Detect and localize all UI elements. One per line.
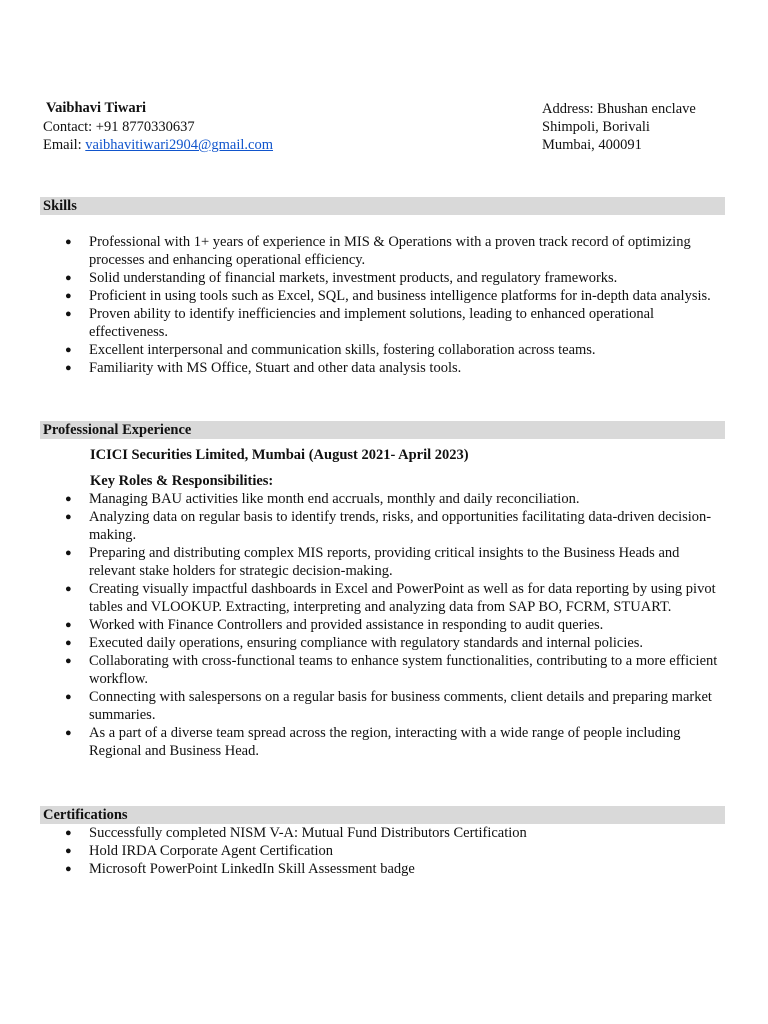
responsibilities-list — [40, 490, 720, 760]
email-link[interactable]: vaibhavitiwari2904@gmail.com — [85, 137, 274, 153]
skill-item: ● Proficient in using tools such as Excel, SQL, and business intelligence platforms for in-depth data analysis. — [40, 287, 720, 305]
experience-heading: Professional Experience — [43, 422, 192, 438]
responsibility-item: ● Collaborating with cross-functional teams to enhance system functionalities, contributing to a more efficient workflow. — [40, 652, 720, 688]
roles-heading: Key Roles & Responsibilities: — [90, 473, 274, 489]
contact-label: Contact: — [43, 119, 96, 135]
responsibility-item: ● As a part of a diverse team spread across the region, interacting with a wide range of people including Regional and Business Head. — [40, 724, 720, 760]
certifications-heading: Certifications — [43, 807, 128, 823]
certification-item: ● Microsoft PowerPoint LinkedIn Skill Assessment badge — [40, 860, 720, 878]
skill-item: ● Familiarity with MS Office, Stuart and other data analysis tools. — [40, 359, 720, 377]
skill-item: ● Solid understanding of financial markets, investment products, and regulatory frameworks. — [40, 269, 720, 287]
address-line: Mumbai, 400091 — [542, 137, 642, 153]
responsibility-item: ● Worked with Finance Controllers and provided assistance in responding to audit queries. — [40, 616, 720, 634]
skills-list — [40, 233, 720, 377]
skill-item: ● Excellent interpersonal and communication skills, fostering collaboration across teams. — [40, 341, 720, 359]
skills-section-header — [40, 197, 725, 215]
contact-line — [43, 118, 273, 136]
certifications-list — [40, 824, 720, 878]
certification-item: ● Successfully completed NISM V-A: Mutual Fund Distributors Certification — [40, 824, 720, 842]
certification-item: ● Hold IRDA Corporate Agent Certification — [40, 842, 720, 860]
address-line: Address: Bhushan enclave — [542, 101, 696, 117]
email-label: Email: — [43, 137, 86, 153]
skill-item: ● Professional with 1+ years of experience in MIS & Operations with a proven track record of optimizing processes and enhancing operational efficiency. — [40, 233, 720, 269]
phone-number: +91 8770330637 — [95, 119, 195, 135]
email-line — [43, 136, 273, 154]
responsibility-item: ● Preparing and distributing complex MIS reports, providing critical insights to the Business Heads and relevant stake holders for strategic decision-making. — [40, 544, 720, 580]
contact-block — [43, 118, 273, 154]
skills-heading: Skills — [43, 198, 77, 214]
candidate-name: Vaibhavi Tiwari — [46, 100, 147, 116]
responsibility-item: ● Creating visually impactful dashboards in Excel and PowerPoint as well as for data reporting by using pivot tables and VLOOKUP. Extracting, interpreting and analyzing data from SAP BO, FCRM, STUART. — [40, 580, 720, 616]
responsibility-item: ● Executed daily operations, ensuring compliance with regulatory standards and internal policies. — [40, 634, 720, 652]
responsibility-item: ● Managing BAU activities like month end accruals, monthly and daily reconciliation. — [40, 490, 720, 508]
responsibility-item: ● Connecting with salespersons on a regular basis for business comments, client details and preparing market summaries. — [40, 688, 720, 724]
certifications-section-header — [40, 806, 725, 824]
address-line: Shimpoli, Borivali — [542, 119, 650, 135]
responsibility-item: ● Analyzing data on regular basis to identify trends, risks, and opportunities facilitating data-driven decision-making. — [40, 508, 720, 544]
address-block — [542, 100, 696, 154]
skill-item: ● Proven ability to identify inefficiencies and implement solutions, leading to enhanced operational effectiveness. — [40, 305, 720, 341]
company-title: ICICI Securities Limited, Mumbai (August 2021- April 2023) — [90, 447, 469, 463]
experience-section-header — [40, 421, 725, 439]
